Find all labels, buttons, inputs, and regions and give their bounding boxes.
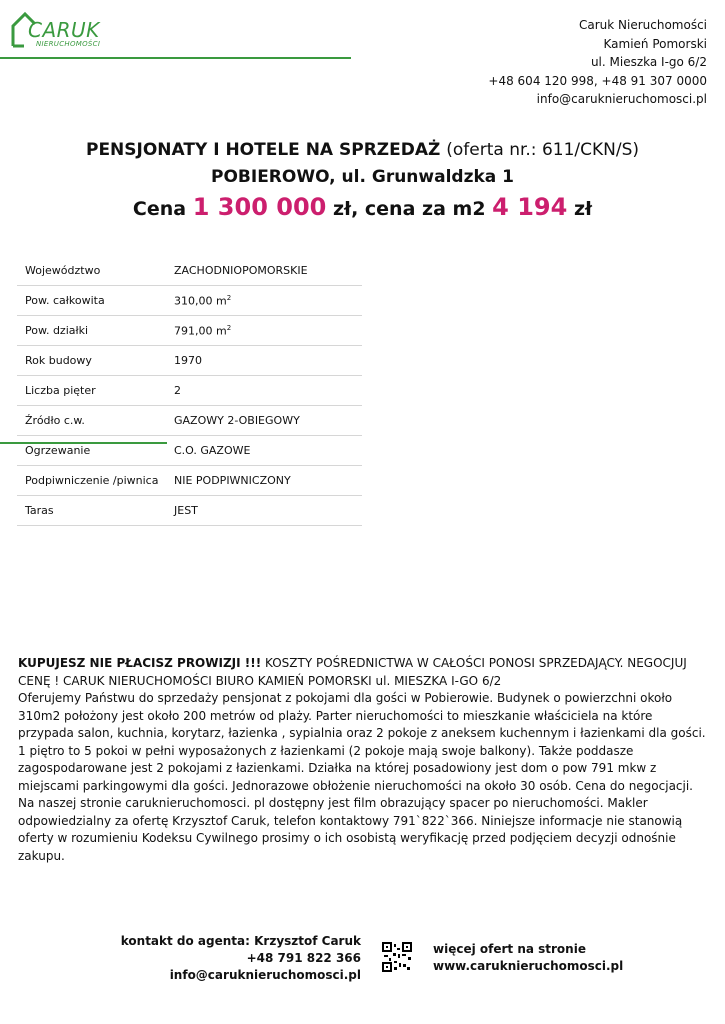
- param-key: Taras: [17, 496, 166, 526]
- company-info: [488, 16, 707, 109]
- param-row: [17, 286, 362, 316]
- company-phones: +48 604 120 998, +48 91 307 0000: [488, 73, 707, 88]
- param-key: Źródło c.w.: [17, 406, 166, 436]
- price-label: Cena: [132, 198, 187, 220]
- website-link[interactable]: www.caruknieruchomosci.pl: [433, 959, 624, 973]
- currency: zł: [573, 198, 593, 220]
- qr-code-icon: [382, 942, 412, 972]
- agent-email[interactable]: info@caruknieruchomosci.pl: [169, 968, 361, 982]
- agent-label: kontakt do agenta: Krzysztof Caruk: [120, 934, 361, 948]
- param-key: Pow. całkowita: [17, 286, 166, 316]
- param-key: Podpiwniczenie /piwnica: [17, 466, 166, 496]
- param-row: [17, 256, 362, 286]
- param-key: Liczba pięter: [17, 376, 166, 406]
- company-logo: [10, 10, 110, 50]
- param-value: 310,00 $m^2$: [166, 286, 362, 316]
- price-m2-value: 4 194: [492, 193, 568, 221]
- param-key: Województwo: [17, 256, 166, 286]
- param-value: GAZOWY 2-OBIEGOWY: [166, 406, 362, 436]
- param-row: [17, 376, 362, 406]
- listing-title: [0, 140, 725, 160]
- param-unit-exponent: 2: [226, 323, 232, 332]
- description-text: KOSZTY POŚREDNICTWA W CAŁOŚCI PONOSI SPRZEDAJĄCY. NEGOCJUJ CENĘ ! CARUK NIERUCHOMOŚCI BIURO KAMIEŃ POMORSKI ul. MIESZKA I-GO 6/2 Oferujemy Państwu do sprzedaży pensjonat z pokojami dla gości w Pobierowie. Budynek o powierzchni około 310m2 położony jest około 200 metrów od plaży. Parter nieruchomości to mieszkanie właściciela na które przypada salon, kuchnia, korytarz, łazienka , sypialnia oraz 2 pokoje z aneksem kuchennym i łazienkami dla gości. 1 piętro to 5 pokoi w pełni wyposażonych z łazienkami (2 pokoje mają swoje balkony). Także poddasze zagospodarowane jest 2 pokojami z łazienkami. Działka na której posadowiony jest dom o pow 791 mkw z miejscami parkingowymi dla gości. Jednorazowe obłożenie nieruchomości na około 30 osób. Cena do negocjacji. Na naszej stronie caruknieruchomosci. pl dostępny jest film obrazujący spacer po nieruchomości. Makler odpowiedzialny za ofertę Krzysztof Caruk, telefon kontaktowy 791`822`366. Niniejsze informacje nie stanowią oferty w rozumieniu Kodeksu Cywilnego prosimy o ich osobistą weryfikację przed podjęciem decyzji odnośnie zakupu.: [18, 656, 706, 863]
- price-line: [0, 193, 725, 221]
- logo-name: CARUK: [28, 18, 100, 42]
- param-value: 2: [166, 376, 362, 406]
- section-divider: [0, 442, 167, 444]
- listing-category: PENSJONATY I HOTELE NA SPRZEDAŻ: [85, 140, 441, 160]
- param-key: Ogrzewanie: [17, 436, 166, 466]
- description: [18, 655, 708, 865]
- no-commission-notice: KUPUJESZ NIE PŁACISZ PROWIZJI !!!: [18, 656, 262, 670]
- company-street: ul. Mieszka I-go 6/2: [590, 55, 707, 69]
- more-offers: [433, 941, 623, 975]
- param-value: JEST: [166, 496, 362, 526]
- param-row: [17, 466, 362, 496]
- agent-contact: [121, 933, 361, 984]
- header-divider: [0, 57, 351, 59]
- company-email[interactable]: info@caruknieruchomosci.pl: [536, 92, 707, 106]
- param-value: 791,00 $m^2$: [166, 316, 362, 346]
- param-value: NIE PODPIWNICZONY: [166, 466, 362, 496]
- param-unit-exponent: 2: [226, 293, 232, 302]
- param-row: [17, 436, 362, 466]
- agent-phone: +48 791 822 366: [246, 951, 361, 965]
- company-name: Caruk Nieruchomości: [578, 18, 707, 32]
- price-value: 1 300 000: [192, 193, 327, 221]
- price-m2-label: zł, cena za m2: [332, 198, 486, 220]
- more-offers-label: więcej ofert na stronie: [433, 942, 586, 956]
- offer-number: (oferta nr.: 611/CKN/S): [446, 140, 640, 160]
- param-value: ZACHODNIOPOMORSKIE: [166, 256, 362, 286]
- param-row: [17, 496, 362, 526]
- param-row: [17, 346, 362, 376]
- param-key: Pow. działki: [17, 316, 166, 346]
- param-row: [17, 406, 362, 436]
- logo-subtitle: NIERUCHOMOŚCI: [36, 40, 101, 48]
- property-params-table: [17, 256, 362, 526]
- company-city: Kamień Pomorski: [603, 36, 707, 51]
- param-value: 1970: [166, 346, 362, 376]
- param-key: Rok budowy: [17, 346, 166, 376]
- param-value: C.O. GAZOWE: [166, 436, 362, 466]
- listing-location: POBIEROWO, ul. Grunwaldzka 1: [211, 167, 514, 187]
- param-row: [17, 316, 362, 346]
